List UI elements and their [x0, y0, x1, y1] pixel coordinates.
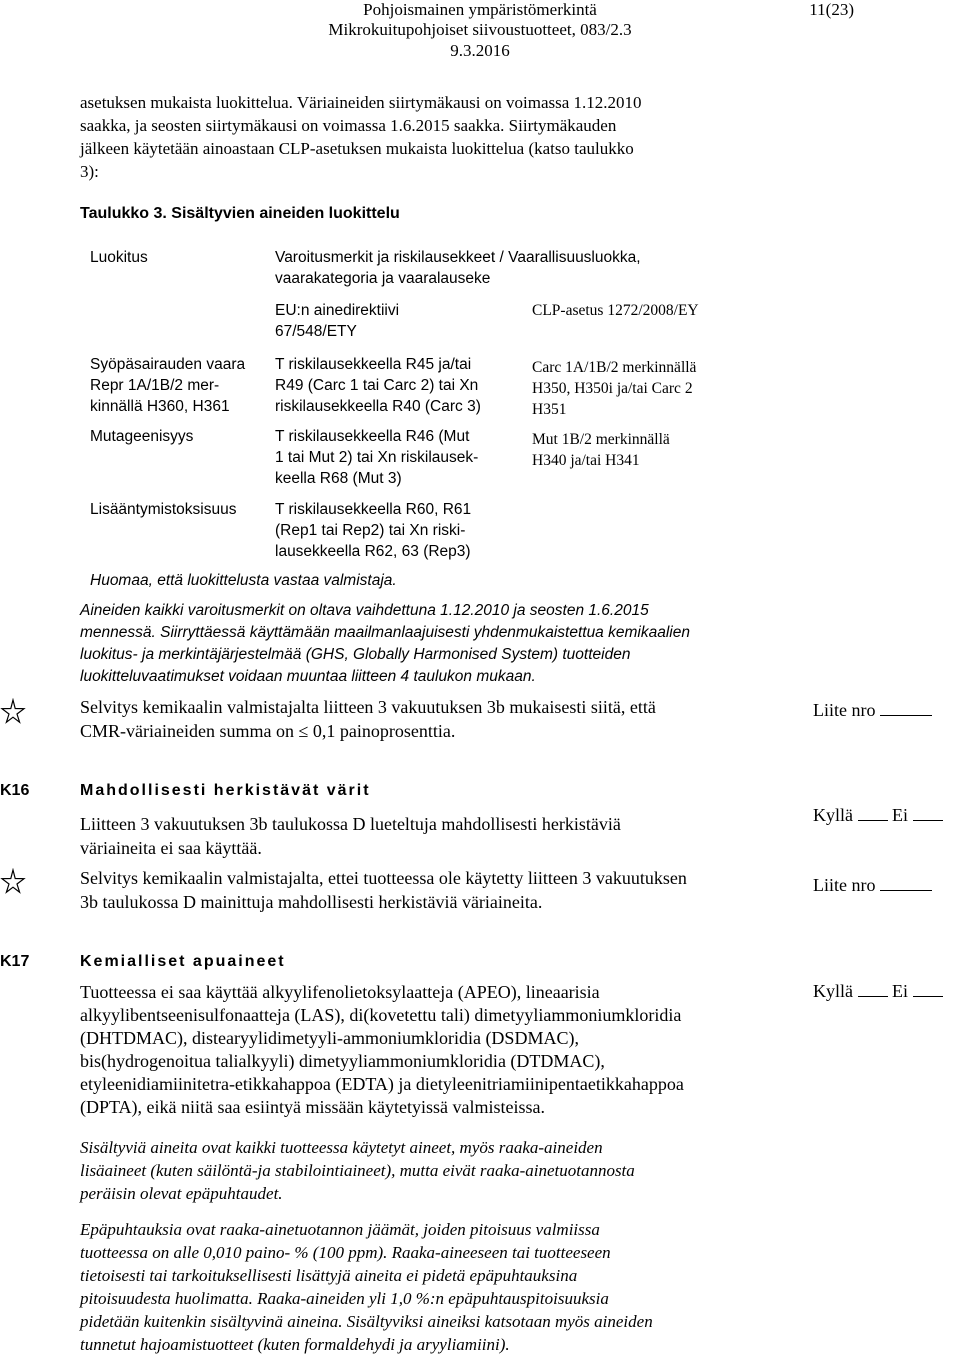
leq-symbol: ≤ [298, 721, 309, 741]
table-row-2-eu-line-1: T riskilausekkeella R46 (Mut [275, 428, 470, 445]
k17-italic2-line-4: pitoisuudesta huolimatta. Raaka-aineiden yli 1,0 %:n epäpuhtauspitoisuuksia [80, 1289, 609, 1308]
table-row-3-eu-line-3: lausekkeella R62, 63 (Rep3) [275, 543, 471, 560]
table-row-2-eu-line-2: 1 tai Mut 2) tai Xn riskilausek- [275, 449, 479, 466]
k16-appendix-field [813, 874, 932, 896]
k17-italic2-line-2: tuotteessa on alle 0,010 paino- % (100 ppm). Raaka-aineeseen tai tuotteeseen [80, 1243, 611, 1262]
table-row-2-clp-line-1: Mut 1B/2 merkinnällä [532, 431, 670, 448]
header-date: 9.3.2016 [450, 41, 510, 60]
table-row-2-clp-line-2: H340 ja/tai H341 [532, 452, 640, 469]
table-subheader-eu-line-2: 67/548/ETY [275, 323, 357, 340]
table-row-1-clp-line-1: Carc 1A/1B/2 merkinnällä [532, 359, 697, 376]
table-row-1-eu-line-1: T riskilausekkeella R45 ja/tai [275, 356, 472, 373]
table-subheader-eu-line-1: EU:n ainedirektiivi [275, 302, 400, 319]
k17-body-line-2: alkyylibentseenisulfonaatteja (LAS), di(kovetettu tali) dimetyyliammoniumkloridia [80, 1005, 682, 1025]
section-code-k16: K16 [0, 782, 30, 799]
k17-body-line-3: (DHTDMAC), distearyylidimetyyli-ammoniumkloridia (DSDMAC), [80, 1028, 579, 1048]
appendix-number-blank[interactable] [880, 890, 932, 891]
k17-yes-no-field [813, 980, 943, 1002]
table-row-2-class-line-1: Mutageenisyys [90, 428, 194, 445]
req1-appendix-field [813, 699, 932, 721]
k17-italic1-line-1: Sisältyviä aineita ovat kaikki tuotteessa käytetyt aineet, myös raaka-aineiden [80, 1138, 603, 1157]
table-row-1-class-line-1: Syöpäsairauden vaara [90, 356, 246, 373]
section-title-k16: Mahdollisesti herkistävät värit [80, 782, 371, 799]
table-header-classification: Luokitus [90, 249, 148, 266]
req1-line-1: Selvitys kemikaalin valmistajalta liitteen 3 vakuutuksen 3b mukaisesti siitä, että [80, 697, 656, 717]
intro-line-2: saakka, ja seosten siirtymäkausi on voimassa 1.6.2015 saakka. Siirtymäkauden [80, 116, 617, 135]
notice-line-4: luokitteluvaatimukset voidaan muuntaa liitteen 4 taulukon mukaan. [80, 668, 536, 685]
yes-blank[interactable] [858, 996, 888, 997]
k16-req-line-2: 3b taulukossa D mainittuja mahdollisesti herkistäviä väriaineita. [80, 892, 543, 912]
intro-line-4: 3): [80, 162, 99, 181]
table-header-warnings-line-1: Varoitusmerkit ja riskilausekkeet / Vaarallisuusluokka, [275, 249, 641, 266]
notice-line-1: Aineiden kaikki varoitusmerkit on oltava vaihdettuna 1.12.2010 ja seosten 1.6.2015 [80, 602, 649, 619]
req1-line-2-pre: CMR-väriaineiden summa on [80, 721, 294, 741]
no-blank[interactable] [913, 996, 943, 997]
no-blank[interactable] [913, 820, 943, 821]
header-org: Pohjoismainen ympäristömerkintä [363, 0, 597, 19]
notice-line-2: mennessä. Siirryttäessä käyttämään maailmanlaajuisesti yhdenmukaistettua kemikaalien [80, 624, 690, 641]
asterisk-star-icon [0, 698, 26, 724]
k16-body-line-2: väriaineita ei saa käyttää. [80, 838, 262, 858]
k17-italic2-line-5: pidetään kuitenkin sisältyvinä aineina. Sisältyviksi aineiksi katsotaan myös aineiden [80, 1312, 653, 1331]
k17-body-line-6: (DPTA), eikä niitä saa esiintyä missään käytetyissä valmisteissa. [80, 1097, 545, 1117]
no-label: Ei [892, 805, 908, 825]
table-row-3-class-line-1: Lisääntymistoksisuus [90, 501, 237, 518]
appendix-label: Liite nro [813, 700, 876, 720]
no-label: Ei [892, 981, 908, 1001]
k17-italic2-line-6: tunnetut hajoamistuotteet (kuten formaldehydi ja aryyliamiini). [80, 1335, 510, 1354]
k17-italic1-line-3: peräisin olevat epäpuhtaudet. [80, 1184, 283, 1203]
table-row-2-eu-line-3: keella R68 (Mut 3) [275, 470, 402, 487]
table-header-warnings-line-2: vaarakategoria ja vaaralauseke [275, 270, 491, 287]
table-row-1-clp-line-2: H350, H350i ja/tai Carc 2 [532, 380, 693, 397]
asterisk-star-icon [0, 868, 26, 894]
table-subheader-clp: CLP-asetus 1272/2008/EY [532, 302, 699, 319]
req1-line-2-post: 0,1 painoprosenttia. [312, 721, 456, 741]
table-row-1-clp-line-3: H351 [532, 401, 567, 418]
yes-blank[interactable] [858, 820, 888, 821]
notice-line-3: luokitus- ja merkintäjärjestelmää (GHS, Globally Harmonised System) tuotteiden [80, 646, 631, 663]
k17-body-line-5: etyleenidiamiinitetra-etikkahappoa (EDTA) ja dietyleenitriamiinipentaetikkahappoa [80, 1074, 684, 1094]
intro-line-1: asetuksen mukaista luokittelua. Väriaineiden siirtymäkausi on voimassa 1.12.2010 [80, 93, 642, 112]
table-title: Taulukko 3. Sisältyvien aineiden luokittelu [80, 205, 400, 222]
appendix-label: Liite nro [813, 875, 876, 895]
table-row-3-eu-line-2: (Rep1 tai Rep2) tai Xn riski- [275, 522, 466, 539]
header-product: Mikrokuitupohjoiset siivoustuotteet, 083/2.3 [328, 20, 632, 39]
section-code-k17: K17 [0, 953, 30, 970]
k17-italic2-line-1: Epäpuhtauksia ovat raaka-ainetuotannon jäämät, joiden pitoisuus valmiissa [80, 1220, 600, 1239]
table-row-1-eu-line-2: R49 (Carc 1 tai Carc 2) tai Xn [275, 377, 479, 394]
table-row-1-class-line-3: kinnällä H360, H361 [90, 398, 230, 415]
appendix-number-blank[interactable] [880, 715, 932, 716]
k16-body-line-1: Liitteen 3 vakuutuksen 3b taulukossa D lueteltuja mahdollisesti herkistäviä [80, 814, 621, 834]
k17-italic2-line-3: tietoisesti tai tarkoituksellisesti lisättyjä aineita ei pidetä epäpuhtauksina [80, 1266, 578, 1285]
k16-req-line-1: Selvitys kemikaalin valmistajalta, ettei tuotteessa ole käytetty liitteen 3 vakuutuksen [80, 868, 687, 888]
intro-line-3: jälkeen käytetään ainoastaan CLP-asetuksen mukaista luokittelua (katso taulukko [80, 139, 634, 158]
req1-line-2 [80, 719, 455, 743]
k17-body-line-4: bis(hydrogenoitua talialkyyli) dimetyyliammoniumkloridia (DTDMAC), [80, 1051, 605, 1071]
table-row-1-class-line-2: Repr 1A/1B/2 mer- [90, 377, 220, 394]
page-number: 11(23) [809, 0, 854, 19]
section-title-k17: Kemialliset apuaineet [80, 953, 286, 970]
yes-label: Kyllä [813, 981, 853, 1001]
table-note: Huomaa, että luokittelusta vastaa valmistaja. [90, 572, 397, 589]
yes-label: Kyllä [813, 805, 853, 825]
table-row-3-eu-line-1: T riskilausekkeella R60, R61 [275, 501, 472, 518]
k17-italic1-line-2: lisäaineet (kuten säilöntä-ja stabilointiaineet), mutta eivät raaka-ainetuotannosta [80, 1161, 635, 1180]
k17-body-line-1: Tuotteessa ei saa käyttää alkyylifenolietoksylaatteja (APEO), lineaarisia [80, 982, 600, 1002]
table-row-1-eu-line-3: riskilausekkeella R40 (Carc 3) [275, 398, 481, 415]
k16-yes-no-field [813, 804, 943, 826]
